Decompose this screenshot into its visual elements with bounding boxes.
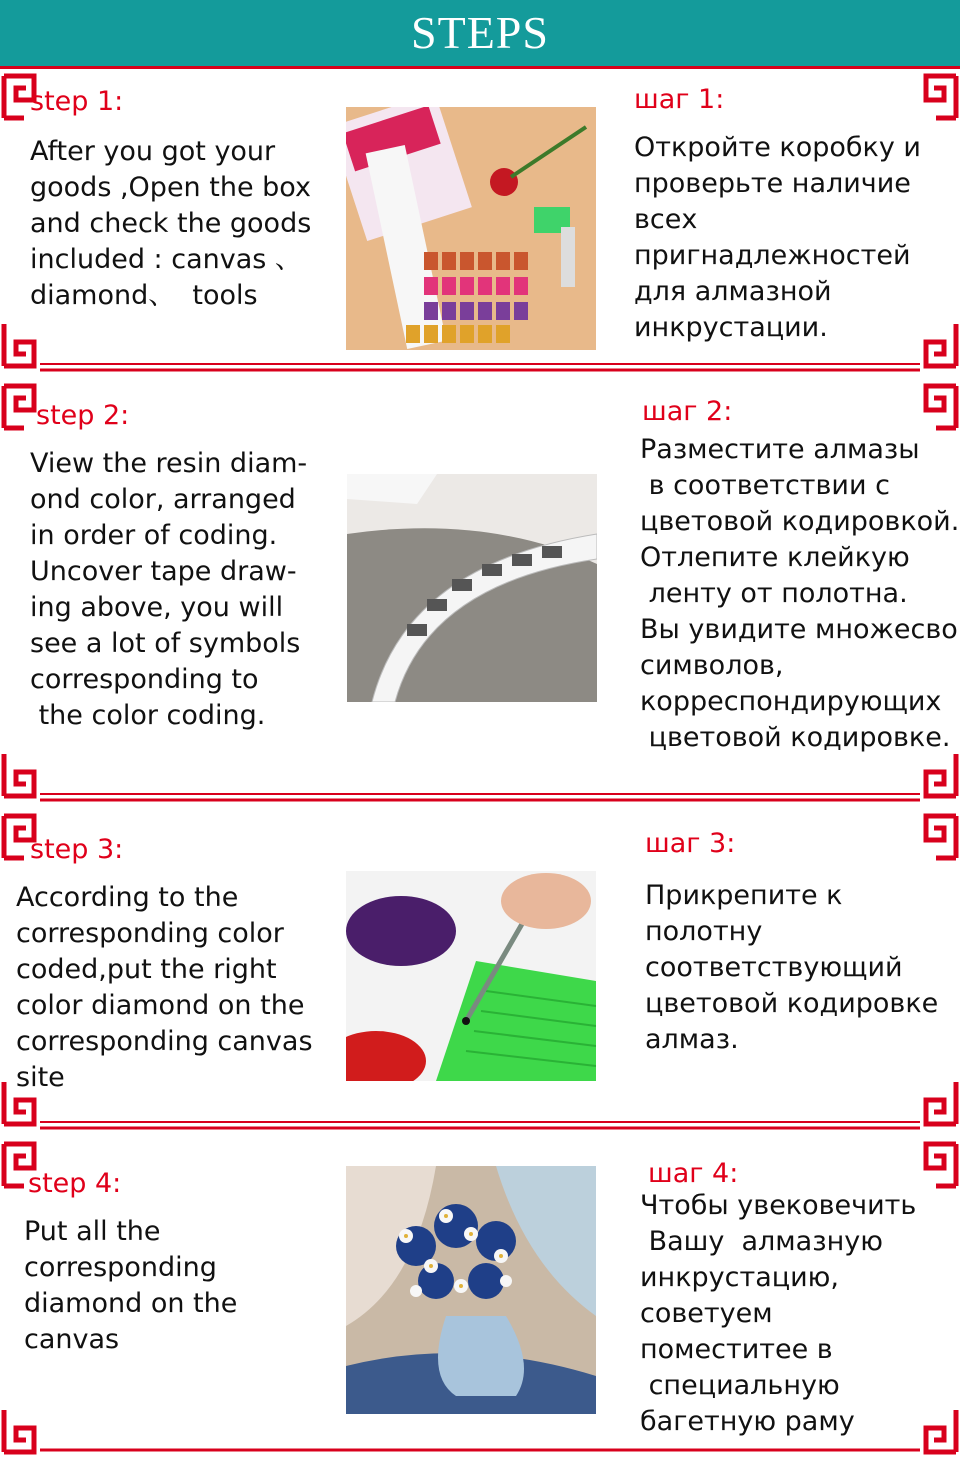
step-3-label: step 3: [30, 834, 124, 865]
step-3-label-ru: шаг 3: [645, 828, 736, 859]
step-4-label-ru: шаг 4: [648, 1158, 739, 1189]
tweezers-tray-photo [346, 871, 596, 1081]
step-2-text-ru: Разместите алмазы в соответствии с цветовой кодировкой. Отлепите клейкую ленту от полотна. Вы увидите множесво символов, корреспондирующих цветовой кодировке. [640, 434, 960, 753]
step-2-label: step 2: [36, 400, 130, 431]
step-3-text-ru: Прикрепите к полотну соответствующий цветовой кодировке алмаз. [645, 880, 939, 1055]
step-1-label-ru: шаг 1: [634, 84, 725, 115]
step-2-text: View the resin diam- ond color, arranged in order of coding. Uncover tape draw- ing above, you will see a lot of symbols corresponding to the color coding. [30, 448, 308, 731]
canvas-symbols-photo [347, 474, 597, 702]
flower-vase-painting-photo [346, 1166, 596, 1414]
step-4-text-ru: Чтобы увековечить Вашу алмазную инкрустацию, советуем поместитее в специальную багетную раму [640, 1190, 917, 1437]
step-4-label: step 4: [28, 1168, 122, 1199]
page-title: STEPS [411, 7, 549, 58]
step-2-label-ru: шаг 2: [642, 396, 733, 427]
fret-corner-icon [926, 76, 956, 118]
step-4-text: Put all the corresponding diamond on the canvas [24, 1216, 238, 1355]
box-contents-photo [346, 107, 596, 350]
step-1-text-ru: Откройте коробку и проверьте наличие всех пригнадлежностей для алмазной инкрустации. [634, 132, 921, 343]
step-1-label: step 1: [30, 86, 124, 117]
step-1-text: After you got your goods ,Open the box and check the goods included : canvas 、 diamond、 tools [30, 136, 312, 311]
step-3-text: According to the corresponding color coded,put the right color diamond on the corresponding canvas site [16, 882, 313, 1093]
